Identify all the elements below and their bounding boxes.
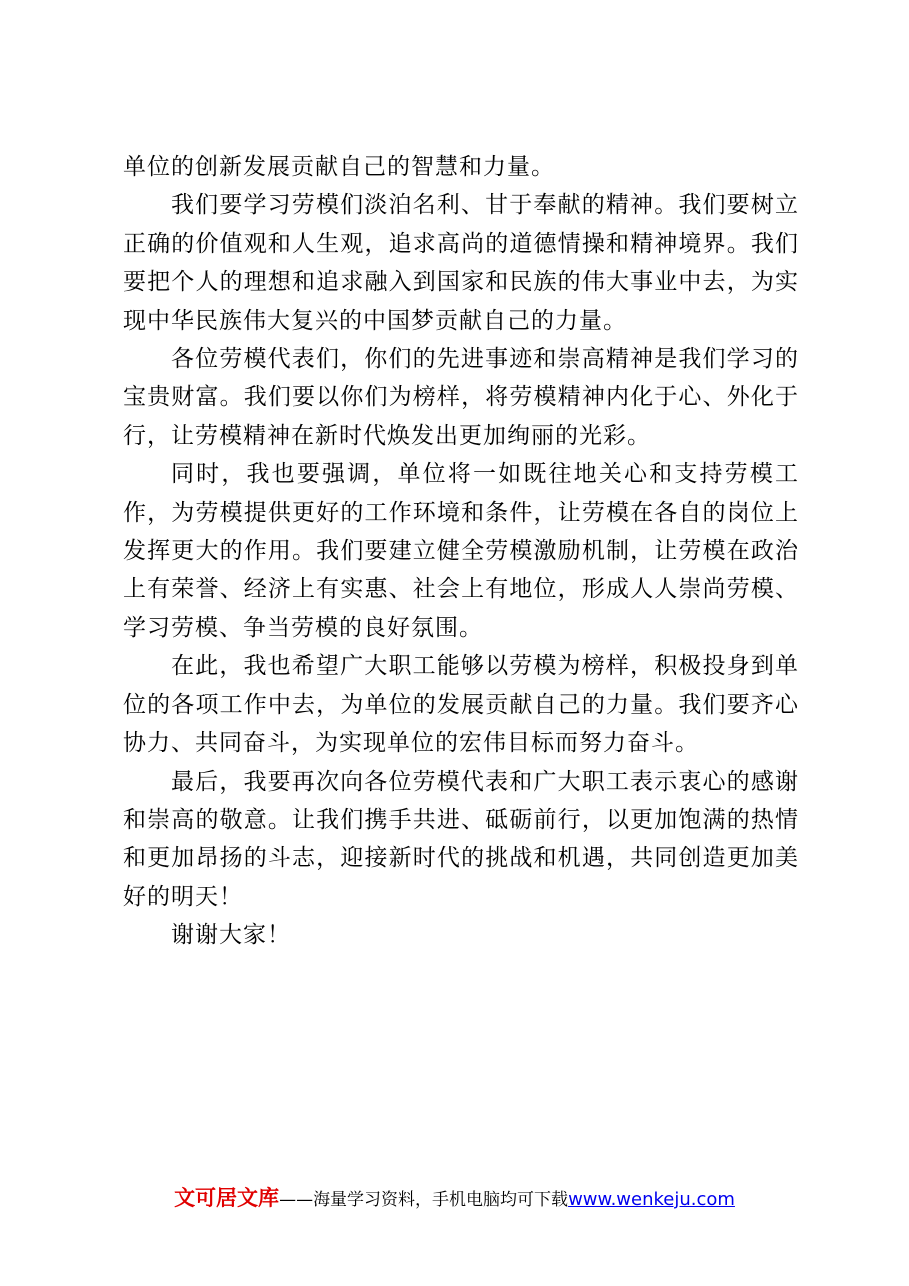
paragraph: 在此，我也希望广大职工能够以劳模为榜样，积极投身到单位的各项工作中去，为单位的发展贡献自己的力量。我们要齐心协力、共同奋斗，为实现单位的宏伟目标而努力奋斗。 bbox=[123, 653, 799, 757]
paragraph: 我们要学习劳模们淡泊名利、甘于奉献的精神。我们要树立正确的价值观和人生观，追求高尚的道德情操和精神境界。我们要把个人的理想和追求融入到国家和民族的伟大事业中去，为实现中华民族伟大复兴的中国梦贡献自己的力量。 bbox=[123, 192, 799, 334]
footer-tagline: ——海量学习资料，手机电脑均可下载 bbox=[279, 1190, 569, 1210]
paragraph: 各位劳模代表们，你们的先进事迹和崇高精神是我们学习的宝贵财富。我们要以你们为榜样，将劳模精神内化于心、外化于行，让劳模精神在新时代焕发出更加绚丽的光彩。 bbox=[123, 346, 799, 449]
paragraph: 同时，我也要强调，单位将一如既往地关心和支持劳模工作，为劳模提供更好的工作环境和条件，让劳模在各自的岗位上发挥更大的作用。我们要建立健全劳模激励机制，让劳模在政治上有荣誉、经济上有实惠、社会上有地位，形成人人崇尚劳模、学习劳模、争当劳模的良好氛围。 bbox=[123, 461, 799, 641]
page-footer bbox=[0, 1182, 909, 1212]
footer-brand: 文可居文库 bbox=[174, 1186, 280, 1210]
paragraph: 单位的创新发展贡献自己的智慧和力量。 bbox=[123, 154, 555, 180]
footer-url-link[interactable]: www.wenkeju.com bbox=[568, 1189, 735, 1210]
paragraph: 最后，我要再次向各位劳模代表和广大职工表示衷心的感谢和崇高的敬意。让我们携手共进、砥砺前行，以更加饱满的热情和更加昂扬的斗志，迎接新时代的挑战和机遇，共同创造更加美好的明天！ bbox=[123, 768, 799, 910]
document-body bbox=[123, 148, 799, 955]
paragraph-closing: 谢谢大家！ bbox=[171, 922, 291, 949]
